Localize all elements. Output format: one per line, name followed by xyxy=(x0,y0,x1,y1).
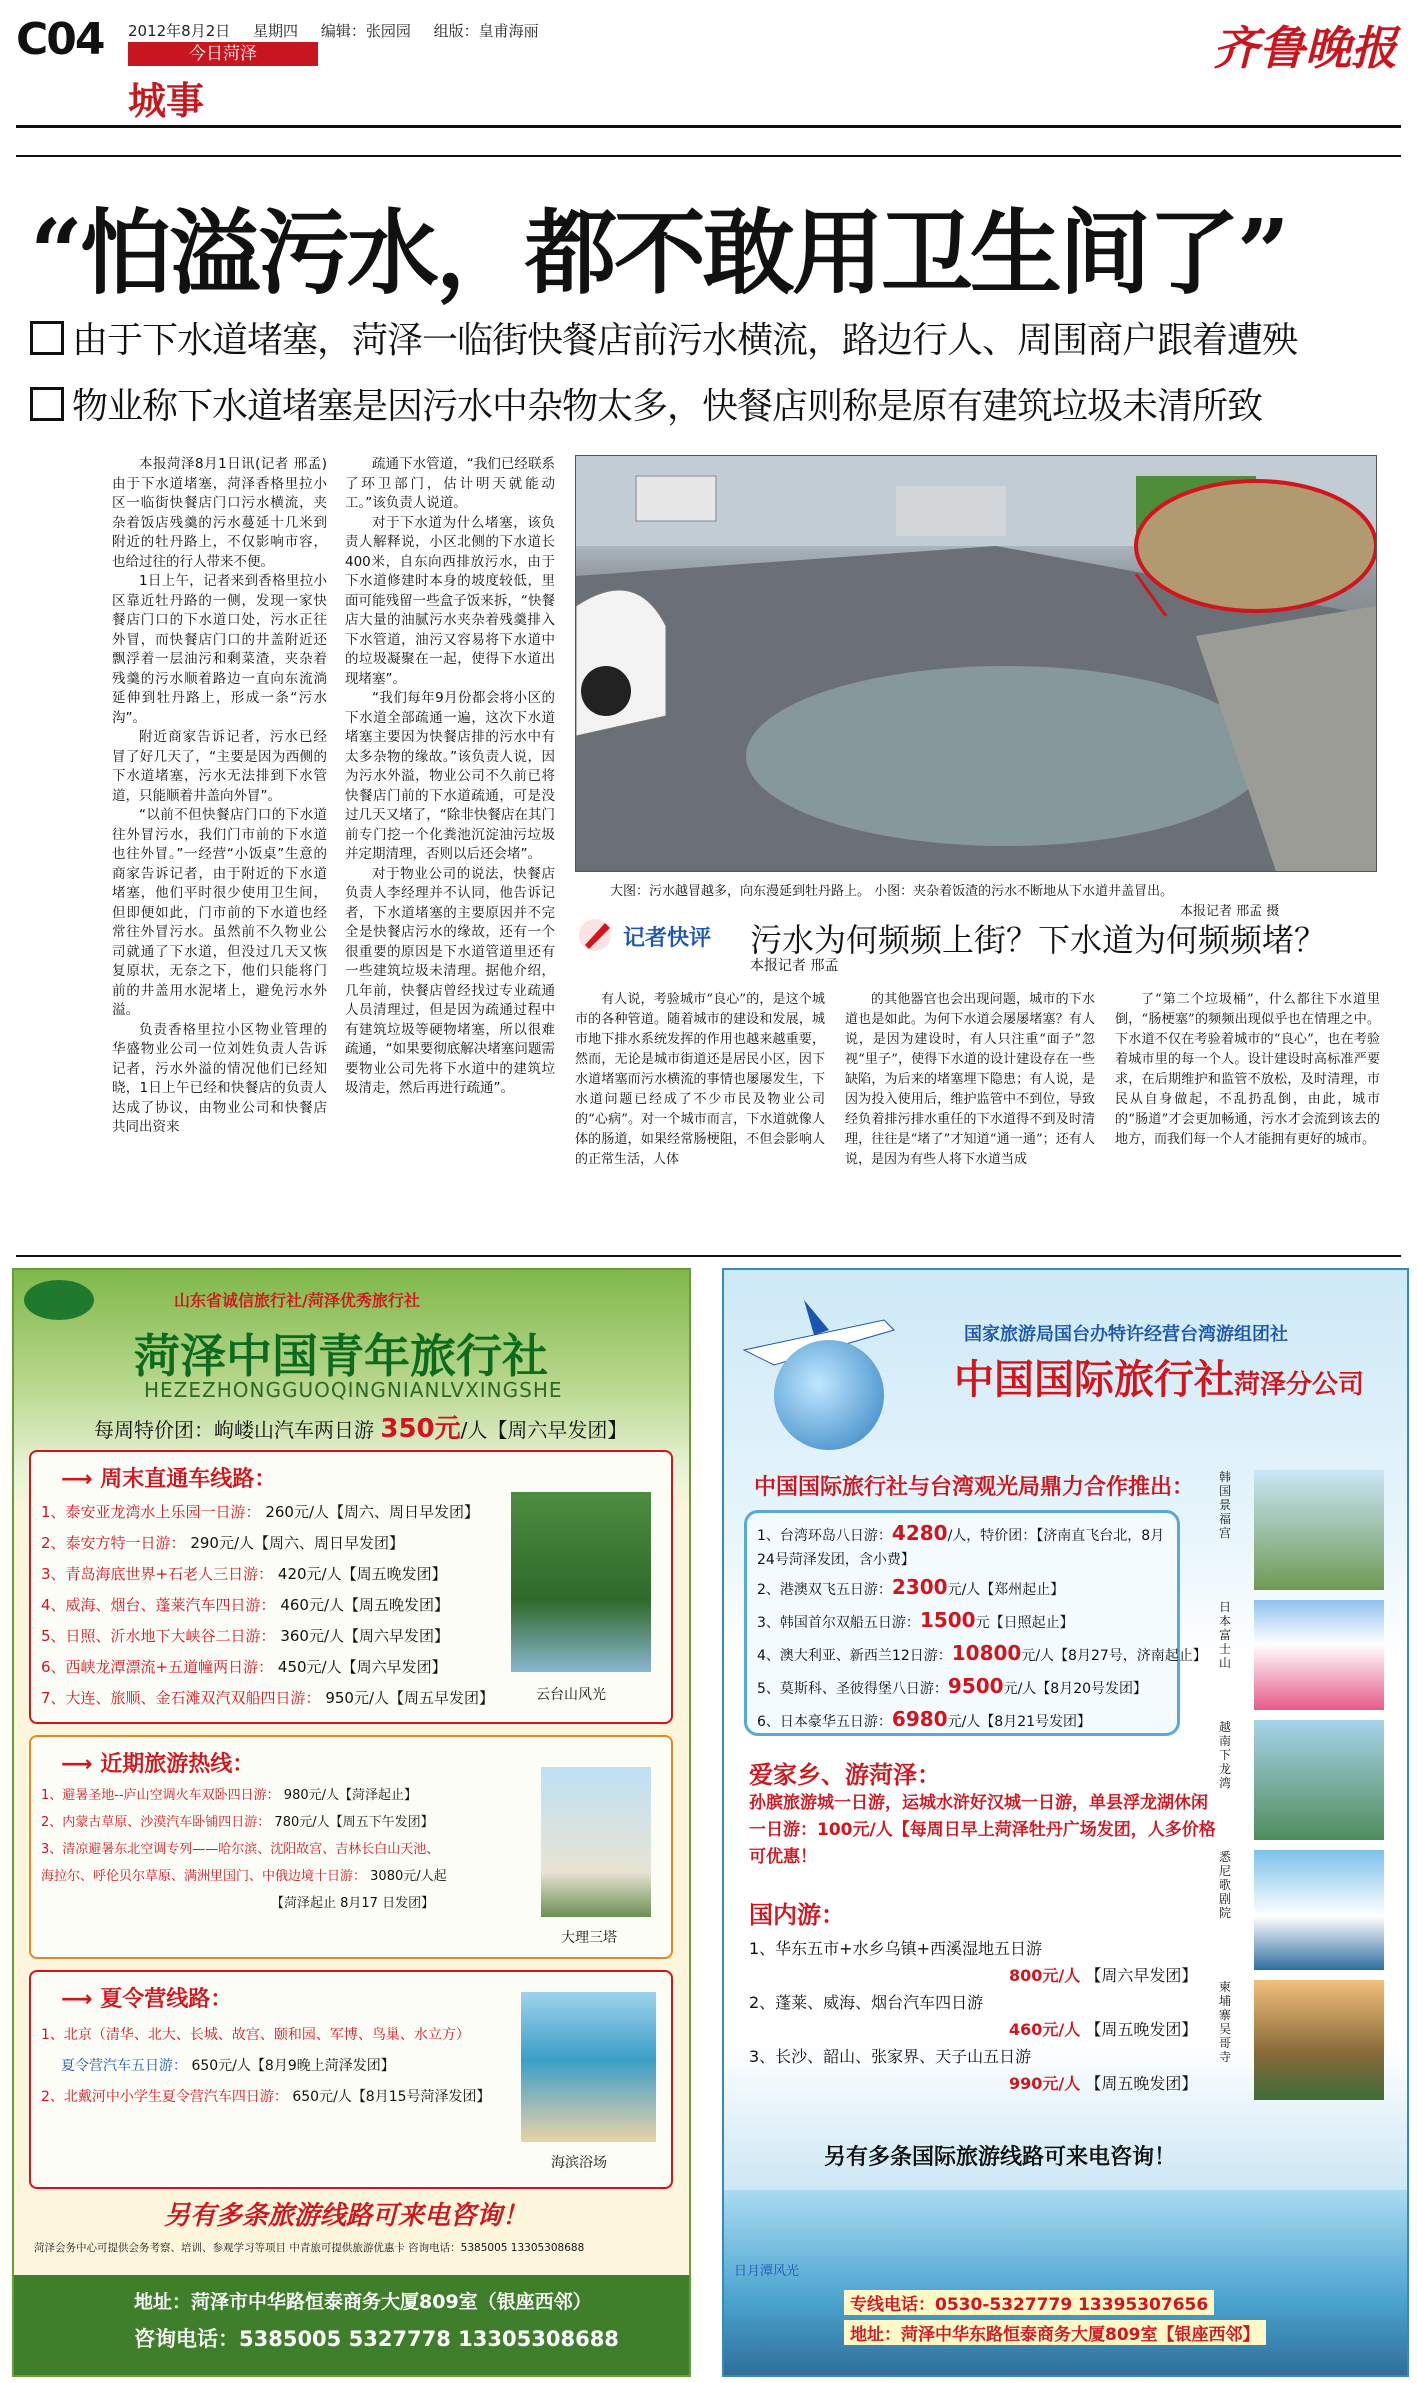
paragraph: “我们每年9月份都会将小区的下水道全部疏通一遍，这次下水道堵塞主要因为快餐店排的污水中有太多杂物的缘故。”该负责人说，因为污水外溢，物业公司不久前已将快餐店门前的下水道疏通，可是没过几天又堵了，“除非快餐店在其门前专门挖一个化粪池沉淀油污垃圾并定期清理，否则以后还会堵”。 xyxy=(345,690,555,862)
route-list xyxy=(41,1497,494,1714)
list-item: 6、西峡龙潭漂流+五道幢两日游： 450元/人【周六早发团】 xyxy=(41,1658,447,1676)
section-tab: 今日菏泽 xyxy=(128,42,318,66)
page-number: C04 xyxy=(16,14,104,65)
list-item: 6、日本豪华五日游：6980元/人【8月21号发团】 xyxy=(757,1707,1092,1731)
branch-name: 菏泽分公司 xyxy=(1234,1370,1365,1400)
section-title: 城事 xyxy=(128,78,205,123)
paragraph: “以前不但快餐店门口的下水道往外冒污水，我们门市前的下水道也往外冒。”一经营“小饭桌”生意的商家告诉记者，由于附近的下水道堵塞，他们平时很少使用卫生间，但即便如此，门市前的下水道也经常往外冒污水。虽然前不久物业公司就通了下水道，但没过几天又恢复原状，无奈之下，他们只能将门前的井盖用水泥堵上，避免污水外溢。 xyxy=(112,807,327,1018)
weekly-price: 350元 xyxy=(380,1414,461,1444)
ad-separator xyxy=(16,1255,1401,1257)
agency-pinyin: HEZEZHONGGUOQINGNIANLVXINGSHE xyxy=(144,1378,563,1402)
list-item: 1、台湾环岛八日游：4280/人，特价团：【济南直飞台北，8月24号菏泽发团，含小费】 xyxy=(757,1521,1165,1568)
layout-credit: 组版：皇甫海丽 xyxy=(433,22,539,40)
side-photo xyxy=(1254,1470,1384,1590)
list-item: 5、日照、沂水地下大峡谷二日游： 360元/人【周六早发团】 xyxy=(41,1627,450,1645)
list-item: 3、长沙、韶山、张家界、天子山五日游 xyxy=(749,2047,1032,2066)
list-item: 3、韩国首尔双船五日游：1500元【日照起止】 xyxy=(757,1608,1074,1632)
article-column-1 xyxy=(112,455,327,1138)
ad-youth-travel xyxy=(12,1268,691,2377)
photo-label: 云台山风光 xyxy=(536,1687,606,1703)
list-item: 2、蓬莱、威海、烟台汽车四日游 xyxy=(749,1993,984,2012)
weekly-route: 岣嵝山汽车两日游 xyxy=(214,1418,374,1442)
paragraph: 对于物业公司的说法，快餐店负责人李经理并不认同，他告诉记者，下水道堵塞的主要原因并不完全是快餐店污水的缘故，还有一个很重要的原因是下水道管道里还有一些建筑垃圾未清理。据他介绍，几年前，快餐店曾经找过专业疏通人员清理过，但是因为疏通过程中有建筑垃圾等硬物堵塞，所以很难疏通，“如果要彻底解决堵塞问题需要物业公司先将下水道中的建筑垃圾清走，然后再进行疏通”。 xyxy=(345,865,555,1096)
comment-label xyxy=(575,915,712,955)
subhead-1-text: 由于下水道堵塞，菏泽一临街快餐店前污水横流，路边行人、周围商户跟着遭殃 xyxy=(72,320,1298,361)
date: 2012年8月2日 xyxy=(128,22,231,40)
beach-photo xyxy=(521,1992,656,2142)
list-item: 1、华东五市+水乡乌镇+西溪湿地五日游 xyxy=(749,1939,1042,1958)
photo-label: 海滨浴场 xyxy=(551,2155,607,2171)
paragraph: 1日上午，记者来到香格里拉小区靠近牡丹路的一侧，发现一家快餐店门口的下水道口处，污水正往外冒，而快餐店门口的井盖附近还飘浮着一层油污和剩菜渣，夹杂着残羹的污水顺着路边一直向东流淌延伸到牡丹路上，形成一条“污水沟”。 xyxy=(112,573,327,726)
section-heading: 中国国际旅行社与台湾观光局鼎力合作推出： xyxy=(754,1475,1195,1500)
ad-small-note: 菏泽会务中心可提供会务考察、培训、参观学习等项目 中青旅可提供旅游优惠卡 咨询电话：5385005 13305308688 xyxy=(34,2242,585,2254)
section-heading: ⟶ 夏令营线路： xyxy=(61,1987,233,2012)
list-item: 2、北戴河中小学生夏令营汽车四日游： 650元/人【8月15号菏泽发团】 xyxy=(41,2089,491,2105)
scenery-photo xyxy=(511,1492,651,1672)
photo-label: 日月潭风光 xyxy=(734,2264,800,2279)
editor: 编辑：张园园 xyxy=(320,22,411,40)
comment-column: 了“第二个垃圾桶”，什么都往下水道里倒，“肠梗塞”的频频出现似乎也在情理之中。下水道不仅在考验着城市的“良心”，也在考验着城市里的每一个人。设计建设时高标准严要求，在后期维护和监管不放松，及时清理，市民从自身做起，不乱扔乱倒，由此，城市的“肠道”才会更加畅通，污水才会流到该去的地方，而我们每一个人才能拥有更好的城市。 xyxy=(1115,992,1380,1147)
list-item: 1、泰安亚龙湾水上乐园一日游： 260元/人【周六、周日早发团】 xyxy=(41,1503,480,1521)
section-heading: 国内游： xyxy=(749,1901,845,1929)
list-item: 1、北京（清华、北大、长城、故宫、颐和园、军博、鸟巢、水立方） xyxy=(41,2027,470,2043)
summer-camp-box xyxy=(29,1970,673,2189)
weekly-special xyxy=(94,1408,627,1445)
paragraph: 疏通下水管道，“我们已经联系了环卫部门，估计明天就能动工。”该负责人说道。 xyxy=(345,456,555,511)
comment-column: 的其他器官也会出现问题，城市的下水道也是如此。为何下水道会屡屡堵塞？有人说，是因为建设时，有人只注重“面子”忽视“里子”，使得下水道的设计建设存在一些缺陷，为后来的堵塞埋下隐患；有人说，是因为投入使用后，维护监管中不到位，导致经负着排污排水重任的下水道得不到及时清理，往往是“堵了”才知道“通一通”；还有人说，是因为有些人将下水道当成 xyxy=(845,992,1095,1167)
paragraph: 本报菏泽8月1日讯(记者 邢孟) 由于下水道堵塞，菏泽香格里拉小区一临街快餐店门口污水横流，夹杂着饭店残羹的污水蔓延十几米到附近的牡丹路上，不仅影响市容，也给过往的行人带来不便。 xyxy=(112,456,327,570)
pen-icon xyxy=(575,915,619,955)
agency-name: 菏泽中国青年旅行社 xyxy=(134,1329,548,1383)
route-list xyxy=(41,1782,447,1917)
ad-hotline: 专线电话：0530-5327779 13395307656 xyxy=(844,2290,1214,2315)
news-photo xyxy=(575,455,1377,872)
list-item: 海拉尔、呼伦贝尔草原、满洲里国门、中俄边境十日游： 3080元/人起 xyxy=(41,1869,447,1884)
subhead-2-text: 物业称下水道堵塞是因污水中杂物太多，快餐店则称是原有建筑垃圾未清所致 xyxy=(72,386,1263,427)
side-photo xyxy=(1254,1850,1384,1970)
section-heading: ⟶ 近期旅游热线： xyxy=(61,1752,255,1777)
list-item: 4、威海、烟台、蓬莱汽车四日游： 460元/人【周五晚发团】 xyxy=(41,1596,450,1614)
hot-routes-box xyxy=(29,1735,673,1959)
lake-photo xyxy=(724,2190,1407,2375)
side-photo-label: 悉尼歌剧院 xyxy=(1219,1850,1232,1920)
list-item: 夏令营汽车五日游： 650元/人【8月9晚上菏泽发团】 xyxy=(61,2058,395,2074)
side-photo xyxy=(1254,1600,1384,1710)
list-item: 2、港澳双飞五日游：2300元/人【郑州起止】 xyxy=(757,1575,1065,1599)
pagoda-photo xyxy=(541,1767,651,1917)
list-item-price: 800元/人 【周六早发团】 xyxy=(1009,1966,1198,1985)
agency-name-text: 中国国际旅行社 xyxy=(954,1356,1234,1403)
route-list xyxy=(749,1935,1219,2097)
bullet-box-icon xyxy=(30,321,64,355)
section-heading: ⟶ 周末直通车线路： xyxy=(61,1467,277,1492)
ad-address: 地址：菏泽中华东路恒泰商务大厦809室【银座西邻】 xyxy=(844,2320,1266,2345)
list-item: 3、清凉避暑东北空调专列——哈尔滨、沈阳故宫、吉林长白山天池、 xyxy=(41,1842,440,1857)
headline: “怕溢污水，都不敢用卫生间了” xyxy=(30,199,1287,307)
bullet-box-icon xyxy=(30,387,64,421)
side-photo-label: 越南下龙湾 xyxy=(1219,1720,1232,1790)
side-photo-label: 日本富士山 xyxy=(1219,1600,1232,1670)
agency-name xyxy=(954,1348,1364,1405)
photo-caption: 大图：污水越冒越多，向东漫延到牡丹路上。 小图：夹杂着饭渣的污水不断地从下水道井盖冒出。 xyxy=(610,884,1174,899)
weekly-note: /人【周六早发团】 xyxy=(460,1418,628,1442)
ad-tagline: 山东省诚信旅行社/菏泽优秀旅行社 xyxy=(174,1291,420,1310)
list-item: 2、内蒙古草原、沙漠汽车卧铺四日游： 780元/人【周五下午发团】 xyxy=(41,1815,434,1830)
ad-cits xyxy=(722,1268,1409,2377)
side-photo xyxy=(1254,1980,1384,2100)
weekday: 星期四 xyxy=(253,22,299,40)
side-photo-label: 柬埔寨吴哥寺 xyxy=(1219,1980,1232,2064)
weekly-label: 每周特价团： xyxy=(94,1418,214,1442)
list-item: 5、莫斯科、圣彼得堡八日游：9500元/人【8月20号发团】 xyxy=(757,1674,1148,1698)
masthead: 齐鲁晚报 xyxy=(1213,21,1397,75)
list-item: 4、澳大利亚、新西兰12日游：10800元/人【8月27号，济南起止】 xyxy=(757,1641,1207,1665)
subhead-1 xyxy=(30,312,1390,363)
globe-icon xyxy=(774,1340,884,1450)
logo xyxy=(24,1280,94,1320)
subhead-2 xyxy=(30,378,1390,429)
side-photo xyxy=(1254,1720,1384,1840)
comment-author: 本报记者 邢孟 xyxy=(750,958,839,974)
list-item-note: 【菏泽起止 8月17 日发团】 xyxy=(271,1896,435,1911)
list-item-price: 460元/人 【周五晚发团】 xyxy=(1009,2020,1198,2039)
photo-label: 大理三塔 xyxy=(561,1930,617,1946)
list-item-price: 990元/人 【周五晚发团】 xyxy=(1009,2074,1198,2093)
ad-address: 地址：菏泽市中华路恒泰商务大厦809室（银座西邻） xyxy=(134,2291,592,2313)
article-column-2 xyxy=(345,455,555,1099)
list-item: 2、泰安方特一日游： 290元/人【周六、周日早发团】 xyxy=(41,1534,405,1552)
article-top-rule xyxy=(16,155,1401,157)
list-item: 1、避暑圣地--庐山空调火车双卧四日游： 980元/人【菏泽起止】 xyxy=(41,1788,418,1803)
ad-slogan: 另有多条国际旅游线路可来电咨询！ xyxy=(824,2145,1177,2170)
paragraph: 对于下水道为什么堵塞，该负责人解释说，小区北侧的下水道长400米，自东向西排放污水，由于下水道修建时本身的坡度较低，里面可能残留一些盒子饭来拆，“快餐店大量的油腻污水夹杂着残羹排入下水管道，油污又容易将下水道中的垃圾凝聚在一起，使得下水道出现堵塞”。 xyxy=(345,514,555,687)
photo-credit: 本报记者 邢孟 摄 xyxy=(1180,904,1280,919)
ad-slogan: 另有多条旅游线路可来电咨询！ xyxy=(164,2201,529,2231)
section-heading: 爱家乡、游菏泽： xyxy=(749,1761,941,1789)
weekend-routes-box xyxy=(29,1450,673,1724)
comment-label-text: 记者快评 xyxy=(623,926,712,951)
list-item: 3、青岛海底世界+石老人三日游： 420元/人【周五晚发团】 xyxy=(41,1565,447,1583)
side-photo-label: 韩国景福宫 xyxy=(1219,1470,1232,1540)
ad-footer xyxy=(14,2275,689,2375)
header-rule xyxy=(16,125,1401,128)
ad-phone: 咨询电话：5385005 5327778 13305308688 xyxy=(134,2327,619,2351)
header-info xyxy=(128,20,557,41)
overseas-routes-box xyxy=(744,1510,1207,1736)
ad-tagline: 国家旅游局国台办特许经营台湾游组团社 xyxy=(964,1324,1288,1345)
route-list xyxy=(41,2020,491,2113)
paragraph: 负责香格里拉小区物业管理的华盛物业公司一位刘姓负责人告诉记者，污水外溢的情况他们已经知晓，1日上午已经和快餐店的负责人达成了协议，由物业公司和快餐店共同出资来 xyxy=(112,1021,327,1135)
comment-title: 污水为何频频上街？下水道为何频频堵？ xyxy=(750,921,1327,959)
paragraph: 附近商家告诉记者，污水已经冒了好几天了，“主要是因为西侧的下水道堵塞，污水无法排到下水管道，只能顺着井盖向外冒”。 xyxy=(112,729,327,804)
street-scene-illustration xyxy=(576,456,1376,871)
local-routes-text: 孙膑旅游城一日游，运城水浒好汉城一日游，单县浮龙湖休闲一日游：100元/人【每周日早上菏泽牡丹广场发团，人多价格可优惠！ xyxy=(749,1793,1216,1867)
list-item: 7、大连、旅顺、金石滩双汽双船四日游： 950元/人【周五早发团】 xyxy=(41,1689,495,1707)
route-list xyxy=(757,1521,1207,1737)
comment-column: 有人说，考验城市“良心”的，是这个城市的各种管道。随着城市的建设和发展，城市地下排水系统发挥的作用也越来越重要，然而，无论是城市街道还是居民小区，因下水道堵塞而污水横流的事情也屡屡发生，下水道问题已经成了不少市民及物业公司的“心病”。对一个城市而言，下水道就像人体的肠道，如果经常肠梗阻，不但会影响人的正常生活，人体 xyxy=(575,992,825,1167)
